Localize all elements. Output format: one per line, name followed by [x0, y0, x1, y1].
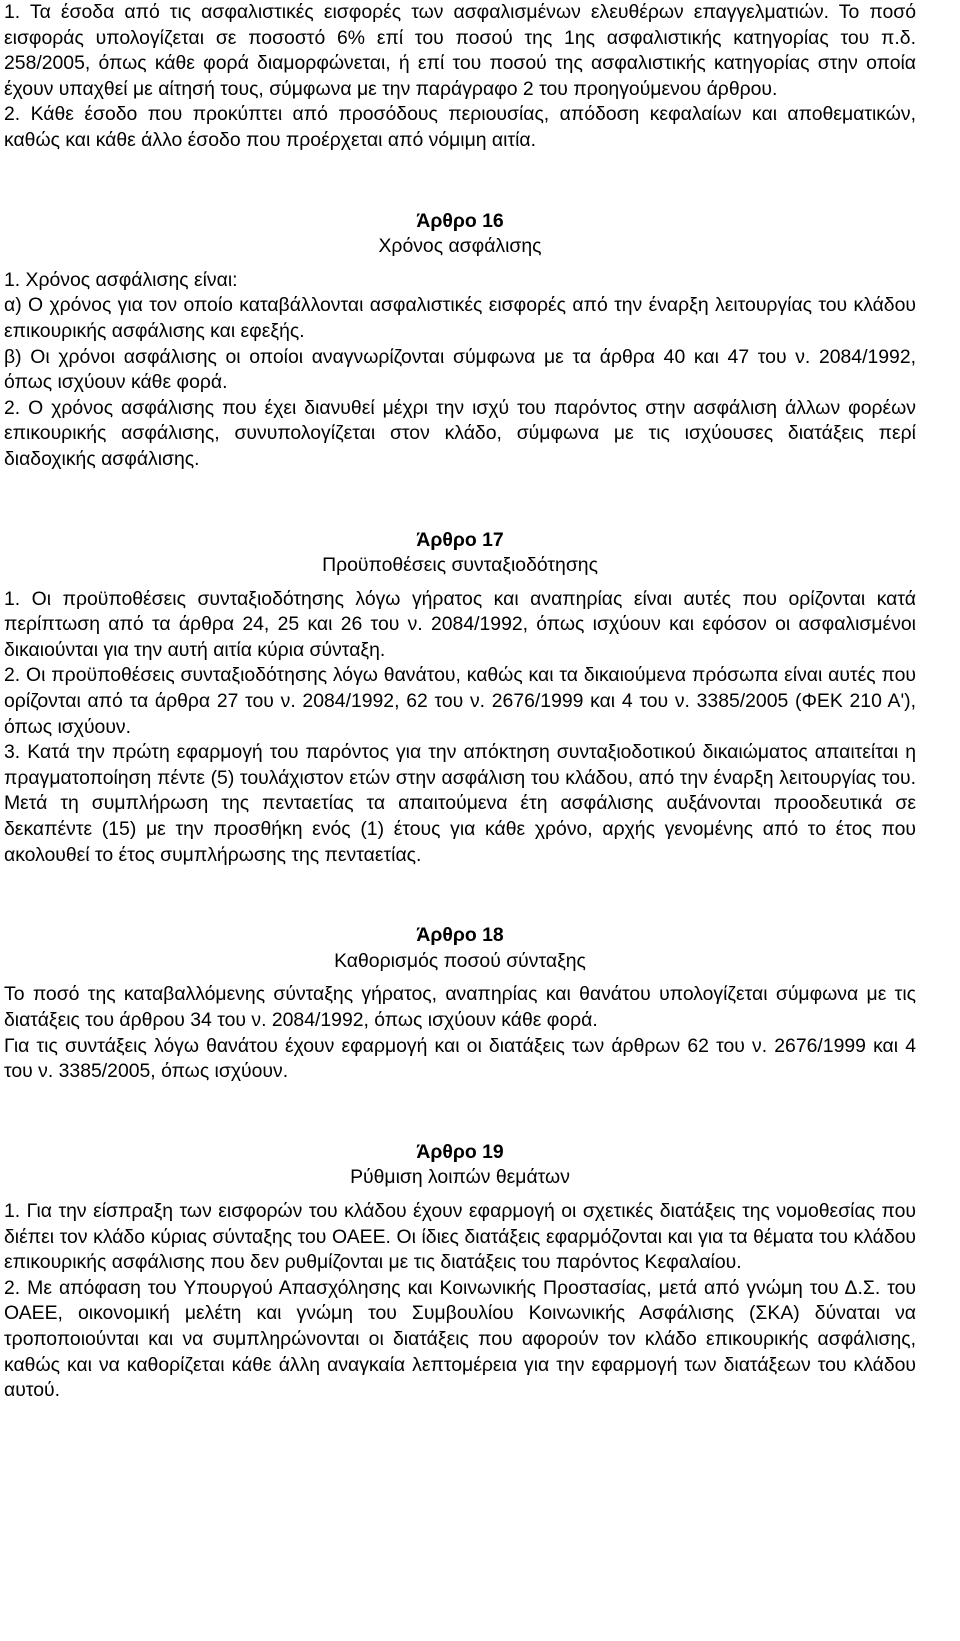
- article-17-number: Άρθρο 17: [416, 528, 504, 551]
- article-18-number: Άρθρο 18: [416, 924, 504, 947]
- article-18-title: Καθορισμός ποσού σύνταξης: [334, 949, 586, 972]
- article-19-paragraph: 1. Για την είσπραξη των εισφορών του κλάδου έχουν εφαρμογή οι σχετικές διατάξεις της νομοθεσίας που διέπει τον κλάδο κύριας σύνταξης του ΟΑΕΕ. Οι ίδιες διατάξεις εφαρμόζονται και για τα θέματα του κλάδου επικουρικής ασφάλισης που δεν ρυθμίζονται με τις διατάξεις του παρόντος Κεφαλαίου.: [4, 1199, 916, 1274]
- article-18-heading: [4, 923, 916, 974]
- article-17-paragraph: 1. Οι προϋποθέσεις συνταξιοδότησης λόγω γήρατος και αναπηρίας είναι αυτές που ορίζονται κατά περίπτωση από τα άρθρα 24, 25 και 26 του ν. 2084/1992, όπως ισχύουν και εφόσον οι ασφαλισμένοι δικαιούνται για την αυτή αιτία κύρια σύνταξη.: [4, 587, 916, 661]
- article-17-title: Προϋποθέσεις συνταξιοδότησης: [322, 554, 598, 577]
- article-19-number: Άρθρο 19: [416, 1140, 504, 1163]
- article-16-number: Άρθρο 16: [416, 209, 504, 232]
- article-16-title: Χρόνος ασφάλισης: [378, 235, 542, 258]
- spacer: [4, 1085, 916, 1140]
- spacer: [4, 473, 916, 528]
- article-16-heading: [4, 209, 916, 260]
- article-19-title: Ρύθμιση λοιπών θεμάτων: [350, 1166, 570, 1189]
- intro-paragraph-2: 2. Κάθε έσοδο που προκύπτει από προσόδους περιουσίας, απόδοση κεφαλαίων και αποθεματικών, καθώς και κάθε άλλο έσοδο που προέρχεται από νόμιμη αιτία.: [4, 103, 916, 151]
- article-17-heading: [4, 528, 916, 579]
- spacer: [4, 868, 916, 923]
- article-17-paragraph: 2. Οι προϋποθέσεις συνταξιοδότησης λόγω θανάτου, καθώς και τα δικαιούμενα πρόσωπα είναι αυτές που ορίζονται από τα άρθρα 27 του ν. 2084/1992, 62 του ν. 2676/1999 και 4 του ν. 3385/2005 (ΦΕΚ 210 Α'), όπως ισχύουν.: [4, 664, 916, 738]
- article-19-heading: [4, 1140, 916, 1191]
- article-17-paragraph: 3. Κατά την πρώτη εφαρμογή του παρόντος για την απόκτηση συνταξιοδοτικού δικαιώματος απαιτείται η πραγματοποίηση πέντε (5) τουλάχιστον ετών στην ασφάλιση του κλάδου, από την έναρξη λειτουργίας του. Μετά τη συμπλήρωση της πενταετίας τα απαιτούμενα έτη ασφάλισης αυξάνονται προοδευτικά σε δεκαπέντε (15) με την προσθήκη ενός (1) έτους για κάθε χρόνο, αρχής γενομένης από το έτος που ακολουθεί το έτος συμπλήρωσης της πενταετίας.: [4, 741, 916, 866]
- article-16-paragraph: α) Ο χρόνος για τον οποίο καταβάλλονται ασφαλιστικές εισφορές από την έναρξη λειτουργίας του κλάδου επικουρικής ασφάλισης και εφεξής.: [4, 294, 916, 342]
- spacer: [4, 154, 916, 209]
- article-16-paragraph: 2. Ο χρόνος ασφάλισης που έχει διανυθεί μέχρι την ισχύ του παρόντος στην ασφάλιση άλλων φορέων επικουρικής ασφάλισης, συνυπολογίζεται στον κλάδο, σύμφωνα με τις ισχύουσες διατάξεις περί διαδοχικής ασφάλισης.: [4, 396, 916, 470]
- article-18-paragraph: Το ποσό της καταβαλλόμενης σύνταξης γήρατος, αναπηρίας και θανάτου υπολογίζεται σύμφωνα με τις διατάξεις του άρθρου 34 του ν. 2084/1992, όπως ισχύουν κάθε φορά.: [4, 983, 916, 1031]
- intro-paragraph-1: 1. Τα έσοδα από τις ασφαλιστικές εισφορές των ασφαλισμένων ελευθέρων επαγγελματιών. Το ποσό εισφοράς υπολογίζεται σε ποσοστό 6% επί του ποσού της 1ης ασφαλιστικής κατηγορίας του π.δ. 258/2005, όπως κάθε φορά διαμορφώνεται, ή επί του ποσού της ασφαλιστικής κατηγορίας στην οποία έχουν υπαχθεί με αίτησή τους, σύμφωνα με την παράγραφο 2 του προηγούμενου άρθρου.: [4, 1, 916, 100]
- document-page: [4, 0, 916, 1404]
- article-18-paragraph: Για τις συντάξεις λόγω θανάτου έχουν εφαρμογή και οι διατάξεις των άρθρων 62 του ν. 2676/1999 και 4 του ν. 3385/2005, όπως ισχύουν.: [4, 1034, 916, 1083]
- article-16-paragraph: 1. Χρόνος ασφάλισης είναι:: [4, 268, 238, 291]
- article-16-paragraph: β) Οι χρόνοι ασφάλισης οι οποίοι αναγνωρίζονται σύμφωνα με τα άρθρα 40 και 47 του ν. 2084/1992, όπως ισχύουν κάθε φορά.: [4, 345, 916, 394]
- article-19-paragraph: 2. Με απόφαση του Υπουργού Απασχόλησης και Κοινωνικής Προστασίας, μετά από γνώμη του Δ.Σ. του ΟΑΕΕ, οικονομική μελέτη και γνώμη του Συμβουλίου Κοινωνικής Ασφάλισης (ΣΚΑ) δύναται να τροποποιούνται και να συμπληρώνονται οι διατάξεις που αφορούν τον κλάδο επικουρικής ασφάλισης, καθώς και να καθορίζεται κάθε άλλη αναγκαία λεπτομέρεια για την εφαρμογή των διατάξεων του κλάδου αυτού.: [4, 1276, 916, 1402]
